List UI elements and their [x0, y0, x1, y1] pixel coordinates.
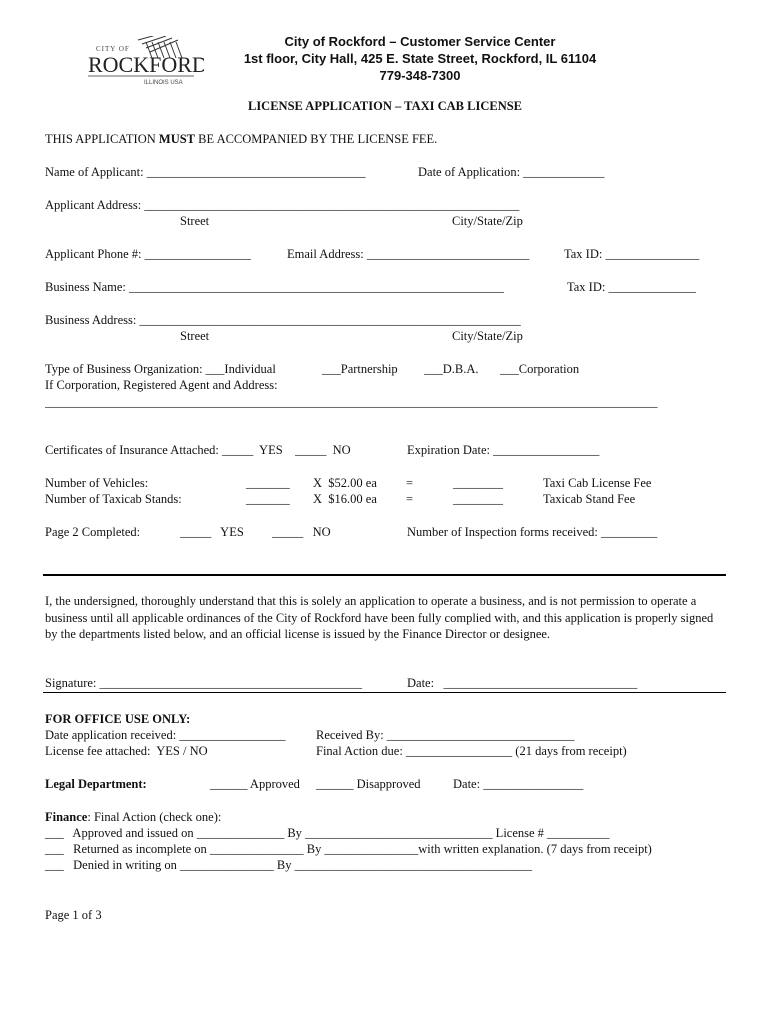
fee-attached-field[interactable]: License fee attached: YES / NO	[45, 744, 208, 758]
org-type-partnership[interactable]: ___Partnership	[322, 362, 398, 376]
office-divider	[43, 692, 726, 693]
signature-date-field[interactable]: Date: _______________________________	[407, 676, 638, 690]
street-caption: Street	[180, 214, 210, 228]
stands-fee-label: Taxicab Stand Fee	[543, 492, 636, 506]
header-phone: 779-348-7300	[379, 68, 461, 83]
stands-rate: X $16.00 ea	[313, 492, 377, 506]
section-divider	[43, 574, 726, 576]
page2-label: Page 2 Completed:	[45, 525, 141, 539]
business-tax-id-field[interactable]: Tax ID: ______________	[567, 280, 696, 294]
page2-yes-field[interactable]: _____ YES	[180, 525, 244, 539]
date-of-application-field[interactable]: Date of Application: _____________	[418, 165, 605, 179]
finance-denied-line[interactable]: ___ Denied in writing on _______________ By ______________________________________	[45, 858, 533, 872]
tax-id-field[interactable]: Tax ID: _______________	[564, 247, 700, 261]
date-received-field[interactable]: Date application received: _________________	[45, 728, 286, 742]
vehicles-total-field[interactable]: ________	[453, 476, 503, 490]
received-by-field[interactable]: Received By: ______________________________	[316, 728, 575, 742]
vehicles-rate: X $52.00 ea	[313, 476, 377, 490]
vehicles-equals: =	[406, 476, 414, 490]
office-use-heading: FOR OFFICE USE ONLY:	[45, 712, 191, 726]
stands-label: Number of Taxicab Stands:	[45, 492, 182, 506]
final-action-due-field[interactable]: Final Action due: _________________ (21 days from receipt)	[316, 744, 627, 758]
finance-heading: Finance: Final Action (check one):	[45, 810, 222, 824]
expiration-date-field[interactable]: Expiration Date: _________________	[407, 443, 600, 457]
signature-field[interactable]: Signature: __________________________________________	[45, 676, 363, 690]
applicant-address-field[interactable]: Applicant Address: ____________________________________________________________	[45, 198, 520, 212]
stands-equals: =	[406, 492, 414, 506]
insurance-attached-field[interactable]: Certificates of Insurance Attached: _____ YES _____ NO	[45, 443, 351, 457]
org-type-individual[interactable]: Type of Business Organization: ___Individual	[45, 362, 276, 376]
logo-top-text: CITY OF	[96, 45, 130, 53]
street-caption-2: Street	[180, 329, 210, 343]
registered-agent-field[interactable]: __________________________________________________________________________________________________	[45, 395, 658, 409]
logo-main-text: ROCKFORD	[88, 52, 204, 77]
finance-approved-line[interactable]: ___ Approved and issued on ______________ By ______________________________ License # __________	[45, 826, 610, 840]
name-of-applicant-field[interactable]: Name of Applicant: ___________________________________	[45, 165, 366, 179]
applicant-phone-field[interactable]: Applicant Phone #: _________________	[45, 247, 251, 261]
business-name-field[interactable]: Business Name: ____________________________________________________________	[45, 280, 505, 294]
form-title: LICENSE APPLICATION – TAXI CAB LICENSE	[247, 99, 523, 113]
logo-sub-text: ILLINOIS USA	[144, 80, 183, 86]
email-address-field[interactable]: Email Address: __________________________	[287, 247, 530, 261]
page2-no-field[interactable]: _____ NO	[272, 525, 331, 539]
stands-count-field[interactable]: _______	[246, 492, 290, 506]
city-state-zip-caption: City/State/Zip	[452, 214, 523, 228]
registered-agent-label: If Corporation, Registered Agent and Address:	[45, 378, 278, 392]
legal-disapproved-field[interactable]: ______ Disapproved	[316, 777, 421, 791]
legal-date-field[interactable]: Date: ________________	[453, 777, 584, 791]
vehicles-count-field[interactable]: _______	[246, 476, 290, 490]
legal-approved-field[interactable]: ______ Approved	[210, 777, 300, 791]
fee-notice: THIS APPLICATION MUST BE ACCOMPANIED BY THE LICENSE FEE.	[45, 132, 438, 146]
org-type-corporation[interactable]: ___Corporation	[500, 362, 580, 376]
vehicles-label: Number of Vehicles:	[45, 476, 149, 490]
business-address-field[interactable]: Business Address: _____________________________________________________________	[45, 313, 521, 327]
header-address: 1st floor, City Hall, 425 E. State Street, Rockford, IL 61104	[243, 51, 597, 66]
finance-returned-line[interactable]: ___ Returned as incomplete on _______________ By _______________with written explanation. (7 days from receipt)	[45, 842, 652, 856]
page-number: Page 1 of 3	[45, 908, 102, 922]
legal-department-label: Legal Department:	[45, 777, 147, 791]
stands-total-field[interactable]: ________	[453, 492, 503, 506]
declaration-text: I, the undersigned, thoroughly understand that this is solely an application to operate a business, and is not permission to operate a business until all applicable ordinances of the City of Rockford have been fully complied with, and this application is properly signed by the departments listed below, and an official license is issued by the Finance Director or designee.	[45, 594, 714, 641]
vehicles-fee-label: Taxi Cab License Fee	[543, 476, 652, 490]
org-type-dba[interactable]: ___D.B.A.	[424, 362, 479, 376]
inspection-forms-field[interactable]: Number of Inspection forms received: _________	[407, 525, 658, 539]
city-state-zip-caption-2: City/State/Zip	[452, 329, 523, 343]
city-of-rockford-logo	[86, 36, 204, 94]
header-org: City of Rockford – Customer Service Center	[284, 34, 556, 49]
